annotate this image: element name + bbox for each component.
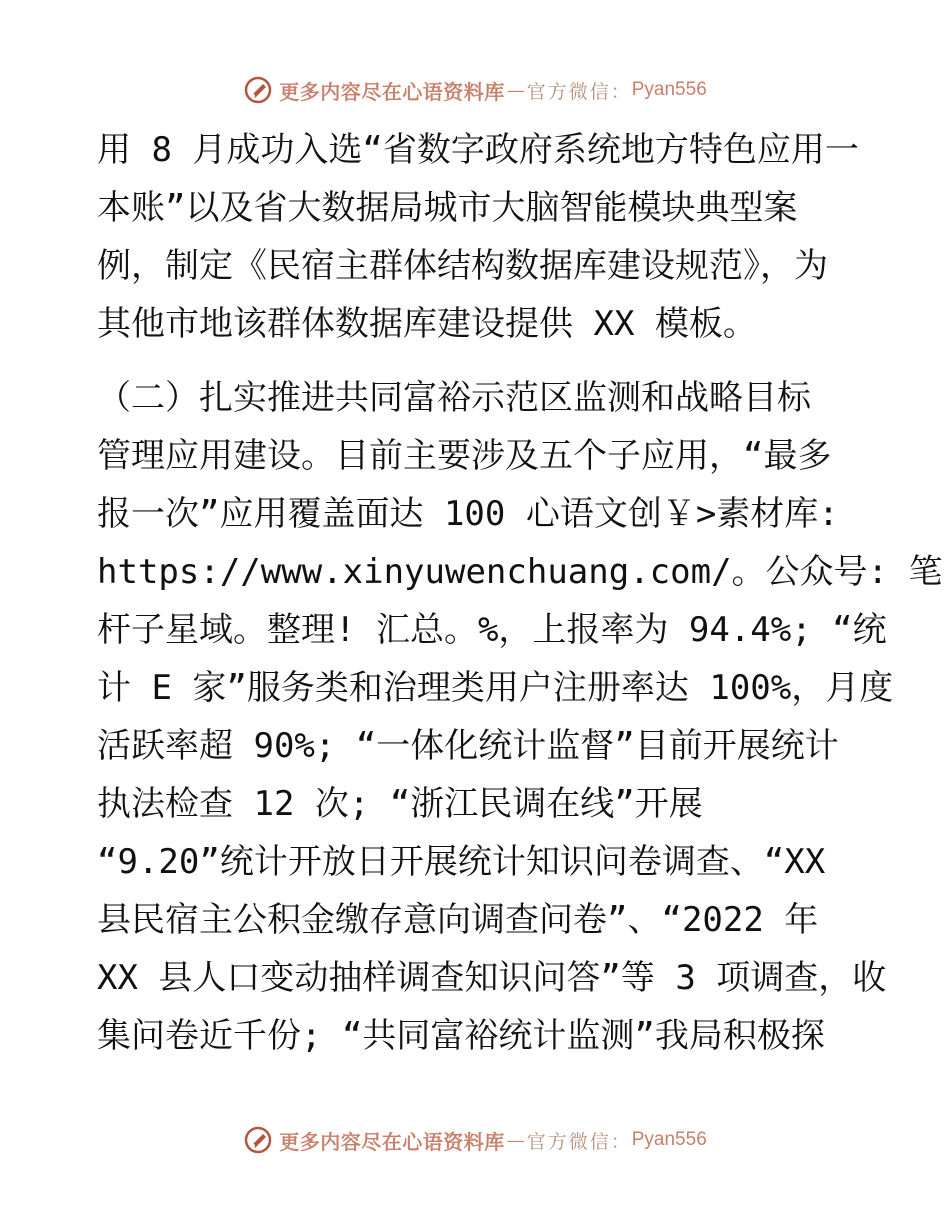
text-line: 例，制定《民宿主群体结构数据库建设规范》，为 <box>97 246 828 286</box>
watermark-wechat-id: Pyan556 <box>631 79 707 100</box>
text-line: 执法检查 12 次; “浙江民调在线”开展 <box>97 784 703 824</box>
watermark-brand: 更多内容尽在心语资料库 <box>279 1129 505 1154</box>
header-watermark <box>0 70 950 110</box>
watermark-wechat-id: Pyan556 <box>631 1129 707 1150</box>
xinyu-logo-icon <box>243 75 273 105</box>
paragraph-1 <box>97 121 857 353</box>
text-line: 管理应用建设。目前主要涉及五个子应用，“最多 <box>97 436 832 476</box>
text-line: XX 县人口变动抽样调查知识问答”等 3 项调查，收 <box>97 958 887 998</box>
text-line: “9.20”统计开放日开展统计知识问卷调查、“XX <box>97 842 826 882</box>
text-line: 本账”以及省大数据局城市大脑智能模块典型案 <box>97 188 798 228</box>
text-line: 杆子星域。整理! 汇总。%，上报率为 94.4%; “统 <box>97 610 887 650</box>
text-line: 计 E 家”服务类和治理类用户注册率达 100%，月度 <box>97 668 894 708</box>
watermark-wechat-label: 官方微信： <box>526 1130 632 1153</box>
text-line: 集问卷近千份; “共同富裕统计监测”我局积极探 <box>97 1016 825 1056</box>
paragraph-2 <box>97 369 943 1065</box>
section-heading-line: （二）扎实推进共同富裕示范区监测和战略目标 <box>97 378 811 418</box>
text-line: https://www.xinyuwenchuang.com/。公众号: 笔 <box>97 552 943 592</box>
watermark-wechat-label: 官方微信： <box>526 80 632 103</box>
footer-watermark <box>0 1120 950 1160</box>
xinyu-logo-icon <box>243 1125 273 1155</box>
text-line: 报一次”应用覆盖面达 100 心语文创￥>素材库: <box>97 494 839 534</box>
watermark-brand: 更多内容尽在心语资料库 <box>279 79 505 104</box>
text-line: 用 8 月成功入选“省数字政府系统地方特色应用一 <box>97 130 859 170</box>
watermark-dash: — <box>506 79 525 101</box>
text-line: 其他市地该群体数据库建设提供 XX 模板。 <box>97 304 757 344</box>
text-line: 活跃率超 90%; “一体化统计监督”目前开展统计 <box>97 726 839 766</box>
watermark-dash: — <box>506 1129 525 1151</box>
text-line: 县民宿主公积金缴存意向调查问卷”、“2022 年 <box>97 900 819 940</box>
